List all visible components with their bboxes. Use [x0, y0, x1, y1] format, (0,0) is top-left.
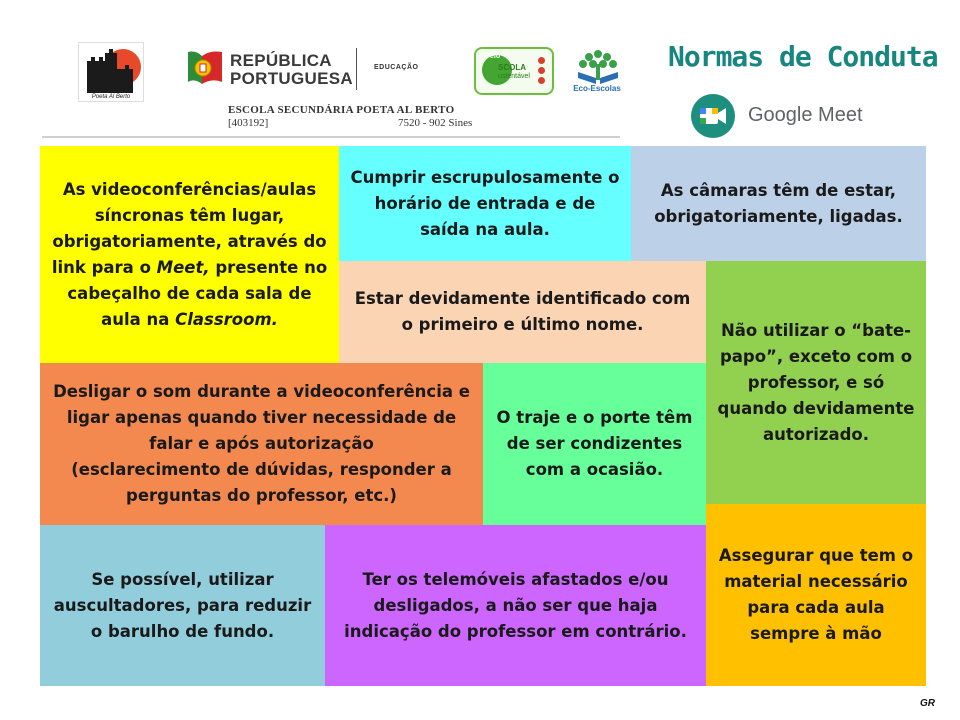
rule-meet-link-text — [50, 177, 329, 333]
rule-attire — [483, 363, 706, 525]
castle-icon — [79, 43, 143, 101]
rule-sound — [40, 363, 483, 525]
rule-schedule — [339, 146, 631, 261]
rule-chat — [706, 261, 926, 504]
selo-escola-sustentavel-logo — [474, 47, 554, 95]
page-title: Normas de Conduta — [668, 40, 938, 73]
author-initials: GR — [920, 698, 935, 709]
rule-meet-link-italic-classroom: Classroom. — [175, 309, 278, 329]
google-meet-icon — [690, 93, 736, 139]
rule-material — [706, 504, 926, 686]
rule-sound-main: Desligar o som durante a videoconferência e ligar apenas quando tiver necessidade de falar e após autorização — [53, 382, 470, 453]
eco-escolas-label: Eco-Escolas — [573, 84, 621, 93]
ministry-label: EDUCAÇÃO — [374, 64, 419, 71]
rule-attire-text: O traje e o porte têm de ser condizentes com a ocasião. — [496, 408, 693, 479]
school-code: [403192] — [228, 117, 269, 129]
rule-cameras-text: As câmaras têm de estar, obrigatoriamente, ligadas. — [654, 180, 903, 226]
selo-dots — [538, 57, 546, 87]
rule-identification-text: Estar devidamente identificado com o primeiro e último nome. — [354, 289, 691, 334]
rule-identification — [339, 261, 706, 363]
google-meet-label: Google Meet — [748, 104, 863, 126]
rule-cameras — [631, 146, 926, 261]
rule-phones-text: Ter os telemóveis afastados e/ou desligados, a não ser que haja indicação do professor em contrário. — [344, 569, 687, 641]
republic-emblem-icon — [186, 48, 224, 88]
rule-headphones-text: Se possível, utilizar auscultadores, para reduzir o barulho de fundo. — [53, 569, 312, 641]
rule-sound-examples: (esclarecimento de dúvidas, responder a perguntas do professor, etc.) — [71, 460, 452, 505]
government-line-2: PORTUGUESA — [230, 69, 353, 88]
selo-text-3: ustentável — [498, 73, 530, 80]
rule-sound-text — [44, 379, 479, 509]
government-line-1: REPÚBLICA — [230, 51, 332, 70]
rule-material-text: Assegurar que tem o material necessário para cada aula sempre à mão — [718, 546, 914, 643]
header-rule — [42, 136, 620, 138]
rule-headphones — [40, 525, 325, 686]
selo-text-1: elo — [490, 53, 501, 60]
school-logo — [78, 42, 144, 102]
rule-schedule-text: Cumprir escrupulosamente o horário de entrada e de saída na aula. — [350, 167, 620, 239]
rule-meet-link-italic-meet: Meet, — [156, 257, 210, 277]
rule-meet-link-part-3: presente no cabeçalho de cada sala de aula na — [67, 257, 328, 329]
rule-meet-link-part-1: As videoconferências/aulas síncronas têm lugar, obrigatoriamente, através do link para o — [51, 179, 327, 277]
rule-chat-text: Não utilizar o “bate-papo”, exceto com o professor, e só quando devidamente autorizado. — [717, 320, 915, 444]
government-name — [230, 52, 353, 88]
rule-meet-link — [40, 146, 339, 363]
school-logo-caption: Poeta Al Berto — [91, 94, 131, 100]
school-address: 7520 - 902 Sines — [398, 117, 473, 129]
school-name: ESCOLA SECUNDÁRIA POETA AL BERTO — [228, 104, 455, 116]
rule-phones — [325, 525, 706, 686]
selo-text-2: SCOLA — [498, 63, 526, 72]
header-divider — [356, 48, 357, 90]
